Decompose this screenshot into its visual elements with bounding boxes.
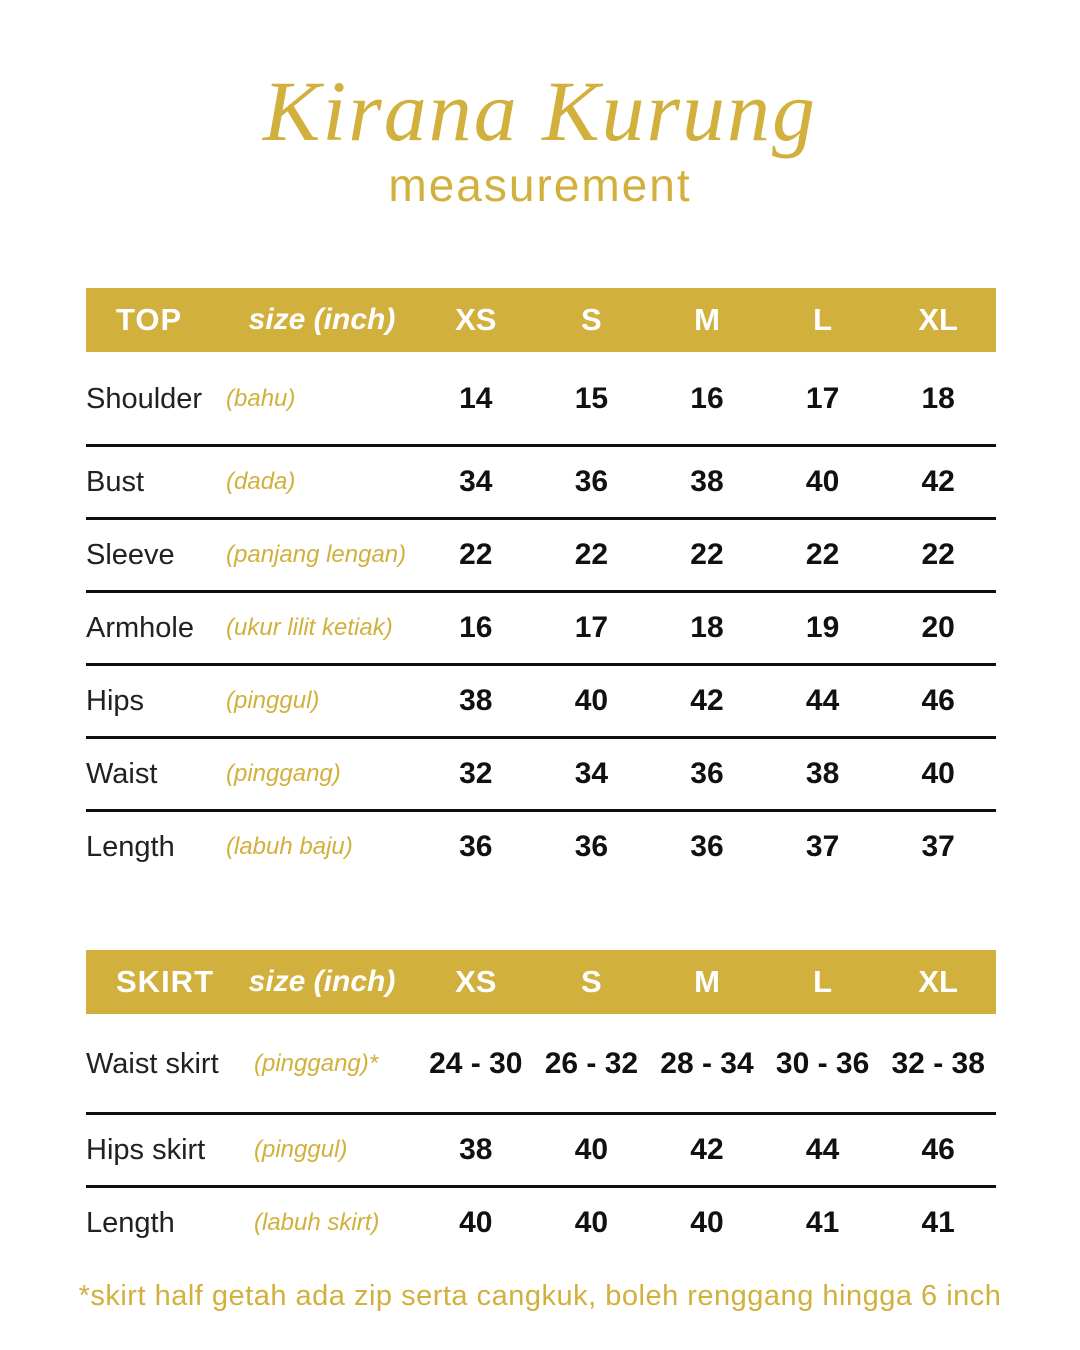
size-value: 32 - 38 [891,1047,985,1080]
skirt-table-title: SKIRT [116,964,214,999]
measure-label: Bust [86,465,145,498]
size-value: 37 [921,830,955,863]
size-value: 36 [690,830,724,863]
size-unit-label: size (inch) [248,303,396,336]
size-value: 22 [459,538,493,571]
measure-label: Armhole [86,611,194,644]
size-value: 40 [574,684,609,717]
size-value: 44 [805,684,840,717]
size-col-xs: XS [455,964,497,999]
measure-sublabel: (panjang lengan) [226,541,407,568]
measure-sublabel: (pinggul) [226,687,320,714]
measure-label: Sleeve [86,538,175,571]
size-value: 46 [921,1133,955,1166]
size-value: 14 [459,382,493,415]
page-subtitle: measurement [388,159,692,211]
skirt-footnote: *skirt half getah ada zip serta cangkuk, boleh renggang hingga 6 inch [78,1280,1002,1312]
measure-sublabel: (labuh baju) [226,833,353,860]
table-row-sleeve [86,520,996,593]
size-value: 17 [574,611,609,644]
skirt-table-header [86,950,996,1014]
size-value: 44 [805,1133,840,1166]
measure-label: Length [86,830,175,863]
size-value: 32 [459,757,493,790]
measure-label: Shoulder [86,382,203,415]
size-value: 22 [690,538,724,571]
size-value: 36 [690,757,724,790]
size-value: 15 [574,382,609,415]
size-value: 40 [805,465,840,498]
size-value: 24 - 30 [429,1047,523,1080]
size-value: 38 [459,684,493,717]
size-value: 19 [805,611,840,644]
table-row-hips [86,666,996,739]
measure-label: Hips skirt [86,1133,206,1166]
size-value: 22 [805,538,840,571]
measure-label: Hips [86,684,145,717]
size-col-xl: XL [918,302,958,337]
table-row-hips-skirt [86,1115,996,1188]
size-value: 38 [690,465,724,498]
size-value: 28 - 34 [660,1047,754,1080]
size-value: 40 [574,1133,609,1166]
size-value: 20 [921,611,955,644]
size-value: 18 [921,382,955,415]
size-value: 42 [921,465,955,498]
size-value: 36 [574,465,609,498]
size-value: 37 [805,830,840,863]
size-value: 17 [805,382,840,415]
size-col-l: L [813,964,833,999]
size-value: 18 [690,611,724,644]
size-value: 46 [921,684,955,717]
measure-label: Waist [86,757,158,790]
measure-label: Length [86,1206,175,1239]
measure-sublabel: (bahu) [226,385,296,412]
measure-sublabel: (pinggang)* [254,1050,379,1077]
top-size-table [86,288,996,882]
size-value: 22 [574,538,609,571]
size-value: 42 [690,1133,724,1166]
size-value: 34 [459,465,493,498]
size-value: 42 [690,684,724,717]
size-value: 40 [459,1206,493,1239]
top-table-title: TOP [116,302,183,337]
size-col-xs: XS [455,302,497,337]
size-col-l: L [813,302,833,337]
size-value: 26 - 32 [544,1047,639,1080]
size-value: 38 [805,757,840,790]
size-value: 41 [921,1206,955,1239]
table-row-bust [86,447,996,520]
size-value: 38 [459,1133,493,1166]
size-value: 30 - 36 [775,1047,870,1080]
size-value: 34 [574,757,609,790]
top-table-header [86,288,996,352]
size-value: 40 [921,757,955,790]
measure-sublabel: (ukur lilit ketiak) [226,614,393,641]
size-col-xl: XL [918,964,958,999]
page-title: Kirana Kurung [262,63,818,159]
skirt-size-table [86,950,996,1258]
measure-sublabel: (labuh skirt) [254,1209,380,1236]
table-row-length-top [86,812,996,882]
table-row-shoulder [86,352,996,447]
size-value: 40 [574,1206,609,1239]
measure-sublabel: (pinggang) [226,760,341,787]
table-row-waist [86,739,996,812]
size-col-s: S [581,302,602,337]
size-value: 22 [921,538,955,571]
table-row-length-skirt [86,1188,996,1258]
size-value: 36 [574,830,609,863]
size-col-m: M [694,964,720,999]
size-col-m: M [694,302,720,337]
measure-label: Waist skirt [86,1047,219,1080]
size-value: 41 [805,1206,840,1239]
measure-sublabel: (dada) [226,468,296,495]
size-col-s: S [581,964,602,999]
table-row-waist-skirt [86,1014,996,1115]
size-value: 36 [459,830,493,863]
measure-sublabel: (pinggul) [254,1136,348,1163]
table-row-armhole [86,593,996,666]
size-value: 40 [690,1206,724,1239]
size-unit-label: size (inch) [248,965,396,998]
size-value: 16 [459,611,493,644]
size-value: 16 [690,382,724,415]
